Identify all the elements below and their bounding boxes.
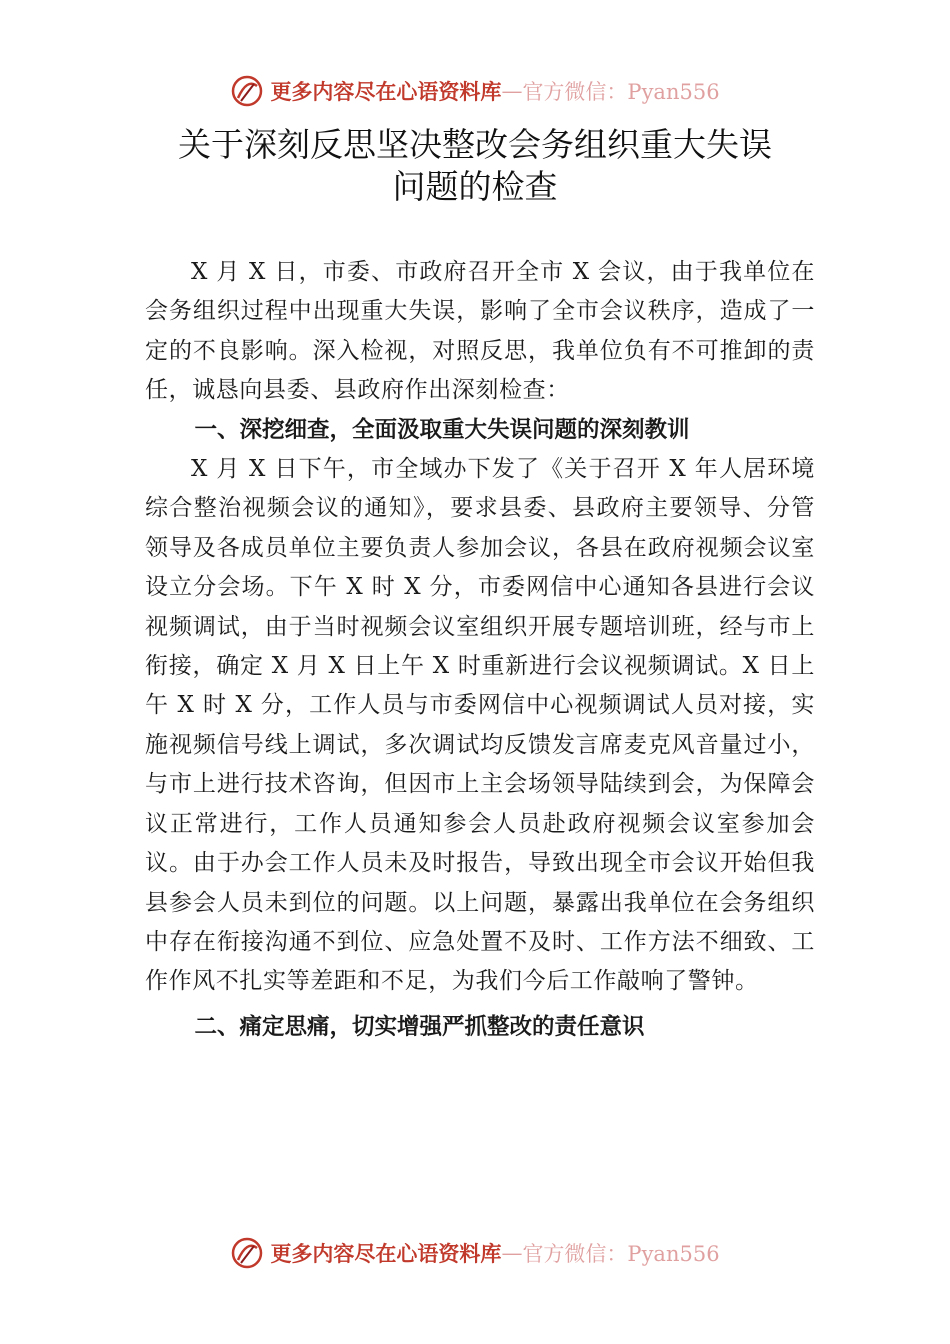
watermark-separator-footer: — <box>501 1241 523 1265</box>
watermark-brand: 更多内容尽在心语资料库 <box>270 79 502 104</box>
watermark-wechat: 官方微信：Pyan556 <box>522 80 720 104</box>
section-2-heading: 二、痛定思痛，切实增强严抓整改的责任意识 <box>194 1013 645 1040</box>
document-title <box>0 124 950 208</box>
watermark-separator: — <box>501 79 523 103</box>
section-1-heading: 一、深挖细查，全面汲取重大失误问题的深刻教训 <box>194 416 690 443</box>
intro-paragraph: X 月 X 日，市委、市政府召开全市 X 会议，由于我单位在会务组织过程中出现重大失误，影响了全市会议秩序，造成了一定的不良影响。深入检视，对照反思，我单位负有不可推卸的责任，诚恳向县委、县政府作出深刻检查： <box>145 259 815 404</box>
title-line-2: 问题的检查 <box>392 167 558 206</box>
library-logo-icon <box>230 1236 264 1270</box>
watermark-header <box>0 74 950 108</box>
watermark-wechat-footer: 官方微信：Pyan556 <box>522 1242 720 1266</box>
watermark-footer <box>0 1236 950 1270</box>
title-line-1: 关于深刻反思坚决整改会务组织重大失误 <box>178 125 772 164</box>
section-1-paragraph: X 月 X 日下午，市全域办下发了《关于召开 X 年人居环境综合整治视频会议的通知》，要求县委、县政府主要领导、分管领导及各成员单位主要负责人参加会议，各县在政府视频会议室设立分会场。下午 X 时 X 分，市委网信中心通知各县进行会议视频调试，由于当时视频会议室组织开展专题培训班，经与市上衔接，确定 X 月 X 日上午 X 时重新进行会议视频调试。X 日上午 X 时 X 分，工作人员与市委网信中心视频调试人员对接，实施视频信号线上调试，多次调试均反馈发言席麦克风音量过小，与市上进行技术咨询，但因市上主会场领导陆续到会，为保障会议正常进行，工作人员通知参会人员赴政府视频会议室参加会议。由于办会工作人员未及时报告，导致出现全市会议开始但我县参会人员未到位的问题。以上问题，暴露出我单位在会务组织中存在衔接沟通不到位、应急处置不及时、工作方法不细致、工作作风不扎实等差距和不足，为我们今后工作敲响了警钟。 <box>145 456 815 995</box>
watermark-brand-footer: 更多内容尽在心语资料库 <box>270 1241 502 1266</box>
library-logo-icon <box>230 74 264 108</box>
document-body <box>145 253 815 1047</box>
